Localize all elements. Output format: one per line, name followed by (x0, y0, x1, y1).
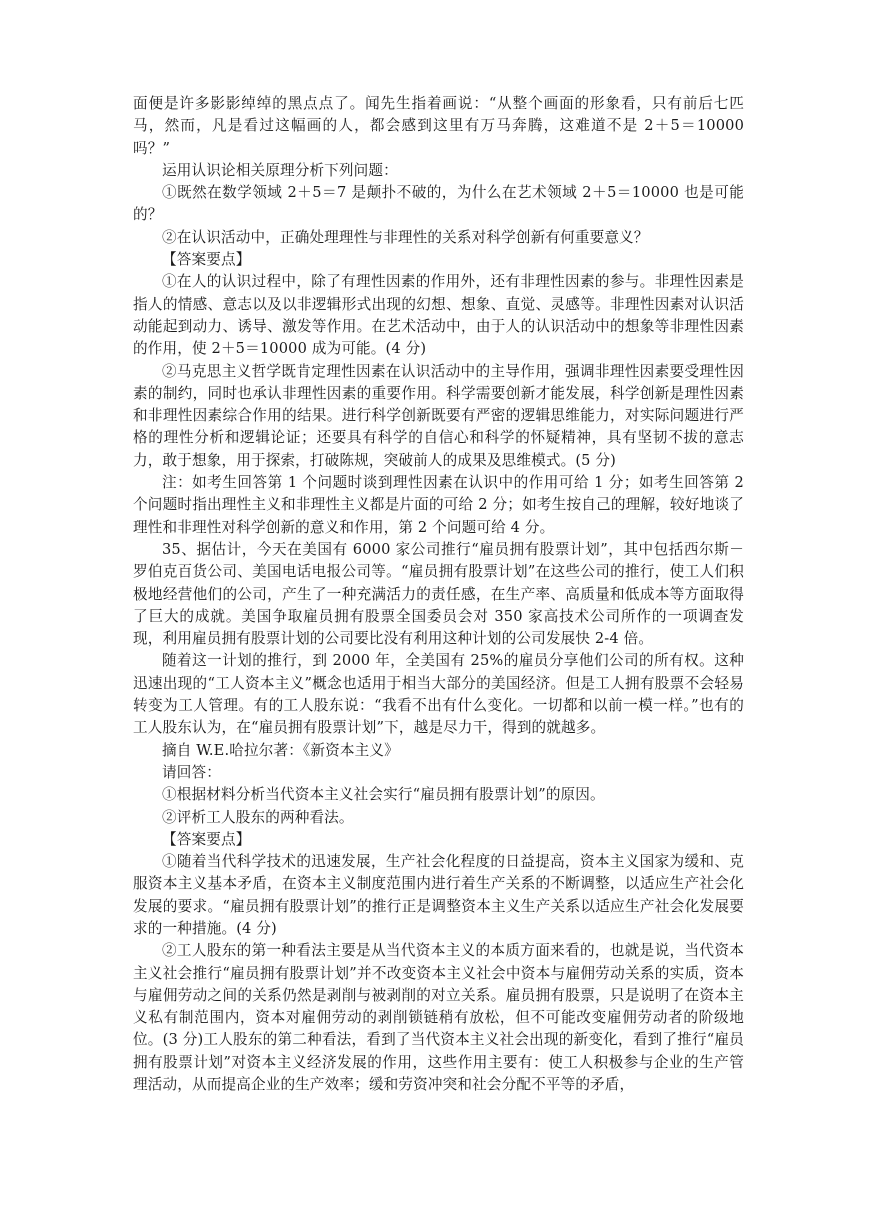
paragraph-7: ②马克思主义哲学既肯定理性因素在认识活动中的主导作用，强调非理性因素要受理性因素的制约，同时也承认非理性因素的重要作用。科学需要创新才能发展，科学创新是理性因素和非理性因素综合作用的结果。进行科学创新既要有严密的逻辑思维能力，对实际问题进行严格的理性分析和逻辑论证；还要具有科学的自信心和科学的怀疑精神，具有坚韧不拔的意志力，敢于想象，用于探索，打破陈规，突破前人的成果及思维模式。(5 分) (133, 362, 744, 469)
document-body (133, 93, 744, 1096)
paragraph-2: 运用认识论相关原理分析下列问题： (162, 161, 398, 179)
answer-heading-1: 【答案要点】 (162, 251, 251, 269)
paragraph-4: ②在认识活动中，正确处理理性与非理性的关系对科学创新有何重要意义？ (162, 228, 649, 246)
paragraph-14: ②评析工人股东的两种看法。 (162, 808, 354, 826)
paragraph-3: ①既然在数学领域 2＋5＝7 是颠扑不破的，为什么在艺术领域 2＋5＝10000 也是可能的？ (133, 184, 744, 224)
paragraph-16: ①随着当代科学技术的迅速发展，生产社会化程度的日益提高，资本主义国家为缓和、克服资本主义基本矛盾，在资本主义制度范围内进行着生产关系的不断调整，以适应生产社会化发展的要求。“雇员拥有股票计划”的推行正是调整资本主义生产关系以适应生产社会化发展要求的一种措施。(4 分) (133, 853, 744, 937)
paragraph-1: 面便是许多影影绰绰的黑点点了。闻先生指着画说：“从整个画面的形象看，只有前后七匹马，然而，凡是看过这幅画的人，都会感到这里有万马奔腾，这难道不是 2＋5＝10000 吗？” (133, 95, 744, 157)
paragraph-12: 请回答： (162, 763, 221, 781)
paragraph-13: ①根据材料分析当代资本主义社会实行“雇员拥有股票计划”的原因。 (162, 786, 605, 804)
paragraph-10: 随着这一计划的推行，到 2000 年，全美国有 25%的雇员分享他们公司的所有权。这种迅速出现的“工人资本主义”概念也适用于相当大部分的美国经济。但是工人拥有股票不会轻易转变为工人管理。有的工人股东说：“我看不出有什么变化。一切都和以前一模一样。”也有的工人股东认为，在“雇员拥有股票计划”下，越是尽力干，得到的就越多。 (133, 652, 744, 737)
paragraph-8: 注：如考生回答第 1 个问题时谈到理性因素在认识中的作用可给 1 分；如考生回答第 2 个问题时指出理性主义和非理性主义都是片面的可给 2 分；如考生按自己的理解，较好地谈了理性和非理性对科学创新的意义和作用，第 2 个问题可给 4 分。 (133, 474, 744, 536)
paragraph-6: ①在人的认识过程中，除了有理性因素的作用外，还有非理性因素的参与。非理性因素是指人的情感、意志以及以非逻辑形式出现的幻想、想象、直觉、灵感等。非理性因素对认识活动能起到动力、诱导、激发等作用。在艺术活动中，由于人的认识活动中的想象等非理性因素的作用，使 2＋5＝10000 成为可能。(4 分) (133, 273, 744, 358)
source-citation: 摘自 W.E.哈拉尔著：《新资本主义》 (162, 741, 399, 759)
paragraph-17: ②工人股东的第一种看法主要是从当代资本主义的本质方面来看的，也就是说，当代资本主义社会推行“雇员拥有股票计划”并不改变资本主义社会中资本与雇佣劳动关系的实质，资本与雇佣劳动之间的关系仍然是剥削与被剥削的对立关系。雇员拥有股票，只是说明了在资本主义私有制范围内，资本对雇佣劳动的剥削锁链稍有放松，但不可能改变雇佣劳动者的阶级地位。(3 分)工人股东的第二种看法，看到了当代资本主义社会出现的新变化，看到了推行“雇员拥有股票计划”对资本主义经济发展的作用，这些作用主要有：使工人积极参与企业的生产管理活动，从而提高企业的生产效率；缓和劳资冲突和社会分配不平等的矛盾， (133, 942, 744, 1094)
paragraph-9: 35、据估计，今天在美国有 6000 家公司推行“雇员拥有股票计划”，其中包括西尔斯－罗伯克百货公司、美国电话电报公司等。“雇员拥有股票计划”在这些公司的推行，使工人们积极地经营他们的公司，产生了一种充满活力的责任感，在生产率、高质量和低成本等方面取得了巨大的成就。美国争取雇员拥有股票全国委员会对 350 家高技术公司所作的一项调查发现，利用雇员拥有股票计划的公司要比没有利用这种计划的公司发展快 2-4 倍。 (133, 540, 744, 648)
answer-heading-2: 【答案要点】 (162, 830, 251, 848)
